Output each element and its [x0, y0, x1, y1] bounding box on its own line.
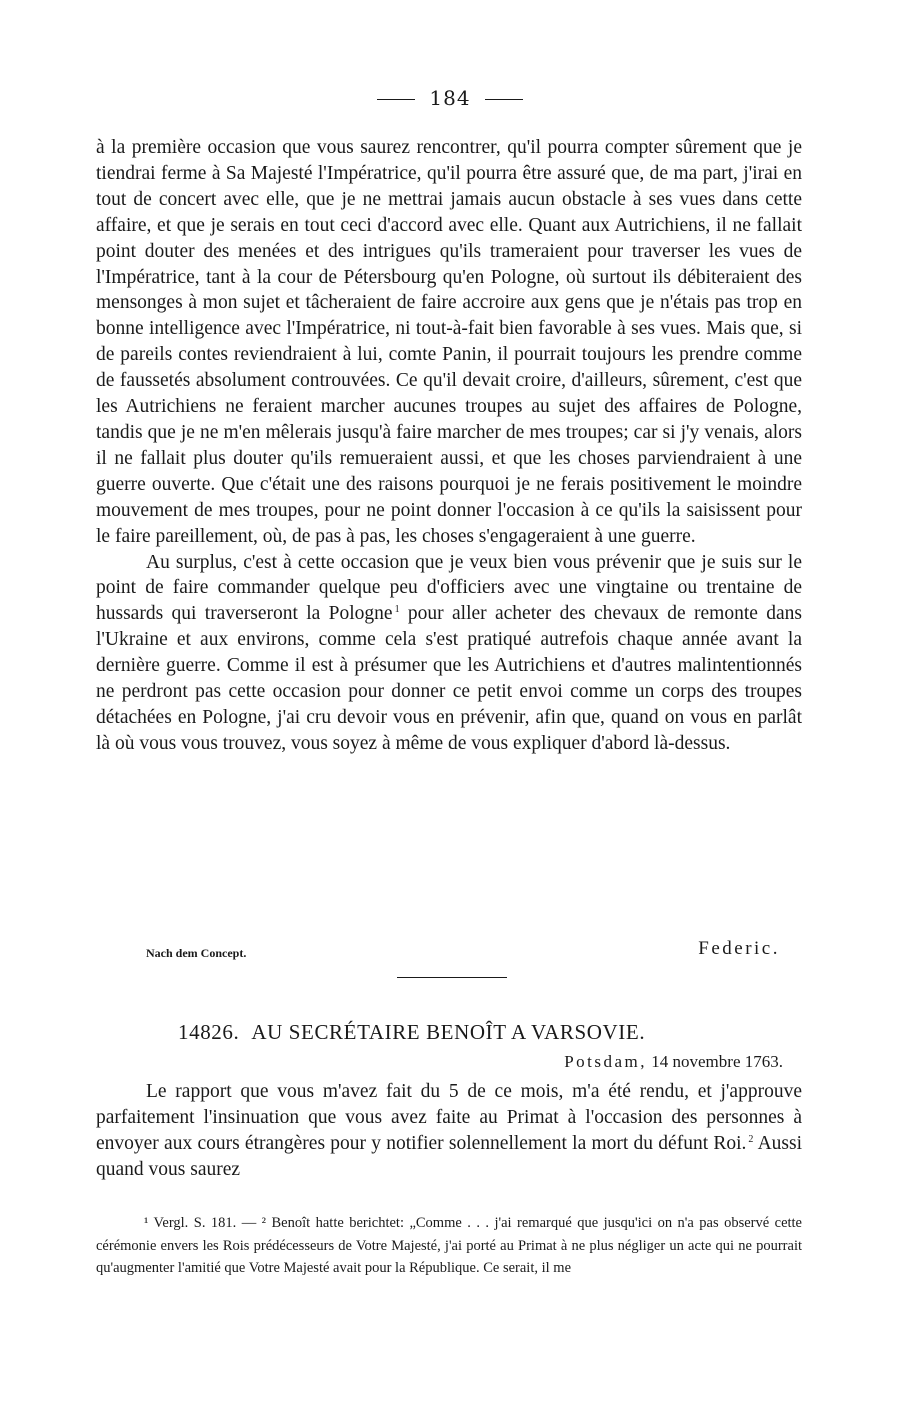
letter-title: AU SECRÉTAIRE BENOÎT A VARSOVIE. [251, 1020, 646, 1044]
footnote-text: ¹ Vergl. S. 181. — ² Benoît hatte berichtet: „Comme . . . j'ai remarqué que jusqu'ici on n'a pas observé cette cérémonie envers les Rois prédécesseurs de Votre Majesté, j'ai porté au Primat à ne plus négliger un acte qui ne pourrait qu'augmenter l'amitié que Votre Majesté avait pour la République. Ce serait, il me [96, 1215, 802, 1276]
closing-row [146, 938, 780, 968]
paragraph-2-text-b: pour aller acheter des chevaux de remonte dans l'Ukraine et aux environs, comme cela s'est pratiqué autrefois chaque année avant la dernière guerre. Comme il est à présumer que les Autrichiens et d'autres malintentionnés ne perdront pas cette occasion pour donner ce petit envoi comme un corps des troupes détachées en Pologne, j'ai cru devoir vous en prévenir, afin que, quand on vous en parlât là où vous vous trouvez, vous soyez à même de vous expliquer d'abord là-dessus. [96, 603, 802, 754]
page-number: 184 [429, 86, 471, 110]
signature: Federic. [698, 938, 780, 959]
source-note: Nach dem Concept. [146, 946, 247, 960]
dateline-place: Potsdam, [564, 1052, 648, 1071]
main-body-text [96, 135, 802, 757]
page-header [0, 86, 900, 110]
paragraph-2 [96, 550, 802, 757]
dateline [564, 1052, 783, 1072]
header-dash-right [485, 99, 523, 100]
header-dash-left [377, 99, 415, 100]
footnote-ref-2[interactable]: 2 [748, 1133, 754, 1145]
section-divider [397, 977, 507, 978]
letter-text-a: Le rapport que vous m'avez fait du 5 de ce mois, m'a été rendu, et j'approuve parfaitement l'insinuation que vous avez faite au Primat à l'occasion des personnes à envoyer aux cours étrangères pour y notifier solennellement la mort du défunt Roi. [96, 1081, 802, 1154]
section-heading [178, 1020, 645, 1045]
letter-paragraph [96, 1079, 802, 1183]
letter-text-b: Aussi quand vous saurez [96, 1133, 802, 1180]
letter-body [96, 1079, 802, 1183]
letter-number: 14826. [178, 1020, 240, 1044]
paragraph-2-text-a: Au surplus, c'est à cette occasion que je veux bien vous prévenir que je suis sur le point de faire commander quelque peu d'officiers avec une vingtaine ou trentaine de hussards qui traverseront la Pologne [96, 551, 802, 625]
paragraph-1: à la première occasion que vous saurez rencontrer, qu'il pourra compter sûrement que je tiendrai ferme à Sa Majesté l'Impératrice, qu'il pourra être assuré que, de ma part, j'irai en tout de concert avec elle, que je ne mettrai jamais aucun obstacle à ses vues dans cette affaire, et que je serais en tout ceci d'accord avec elle. Quant aux Autrichiens, il ne fallait point douter des menées et des intrigues qu'ils trameraient pour traverser les vues de l'Impératrice, tant à la cour de Pétersbourg qu'en Pologne, où surtout ils débiteraient des mensonges à mon sujet et tâcheraient de faire accroire aux gens que je n'étais pas trop en bonne intelligence avec l'Impératrice, ni tout-à-fait bien favorable à ses vues. Mais que, si de pareils contes reviendraient à lui, comte Panin, il pourrait toujours les prendre comme de faussetés absolument controuvées. Ce qu'il devait croire, d'ailleurs, sûrement, c'est que les Autrichiens ne feraient marcher aucunes troupes au sujet des affaires de Pologne, tandis que je ne m'en mêlerais jusqu'à faire marcher de mes troupes; car si j'y venais, alors il ne fallait plus douter qu'ils remueraient aussi, et que les choses parviendraient à une guerre ouverte. Que c'était une des raisons pourquoi je ne ferais positivement le moindre mouvement de mes troupes, pour ne point donner l'occasion à ce qu'ils la saisissent pour le faire pareillement, où, de pas à pas, les choses s'engageraient à une guerre. [96, 137, 802, 547]
footnotes [96, 1212, 802, 1280]
dateline-date: 14 novembre 1763. [651, 1052, 783, 1071]
footnote-ref-1[interactable]: 1 [394, 603, 400, 615]
